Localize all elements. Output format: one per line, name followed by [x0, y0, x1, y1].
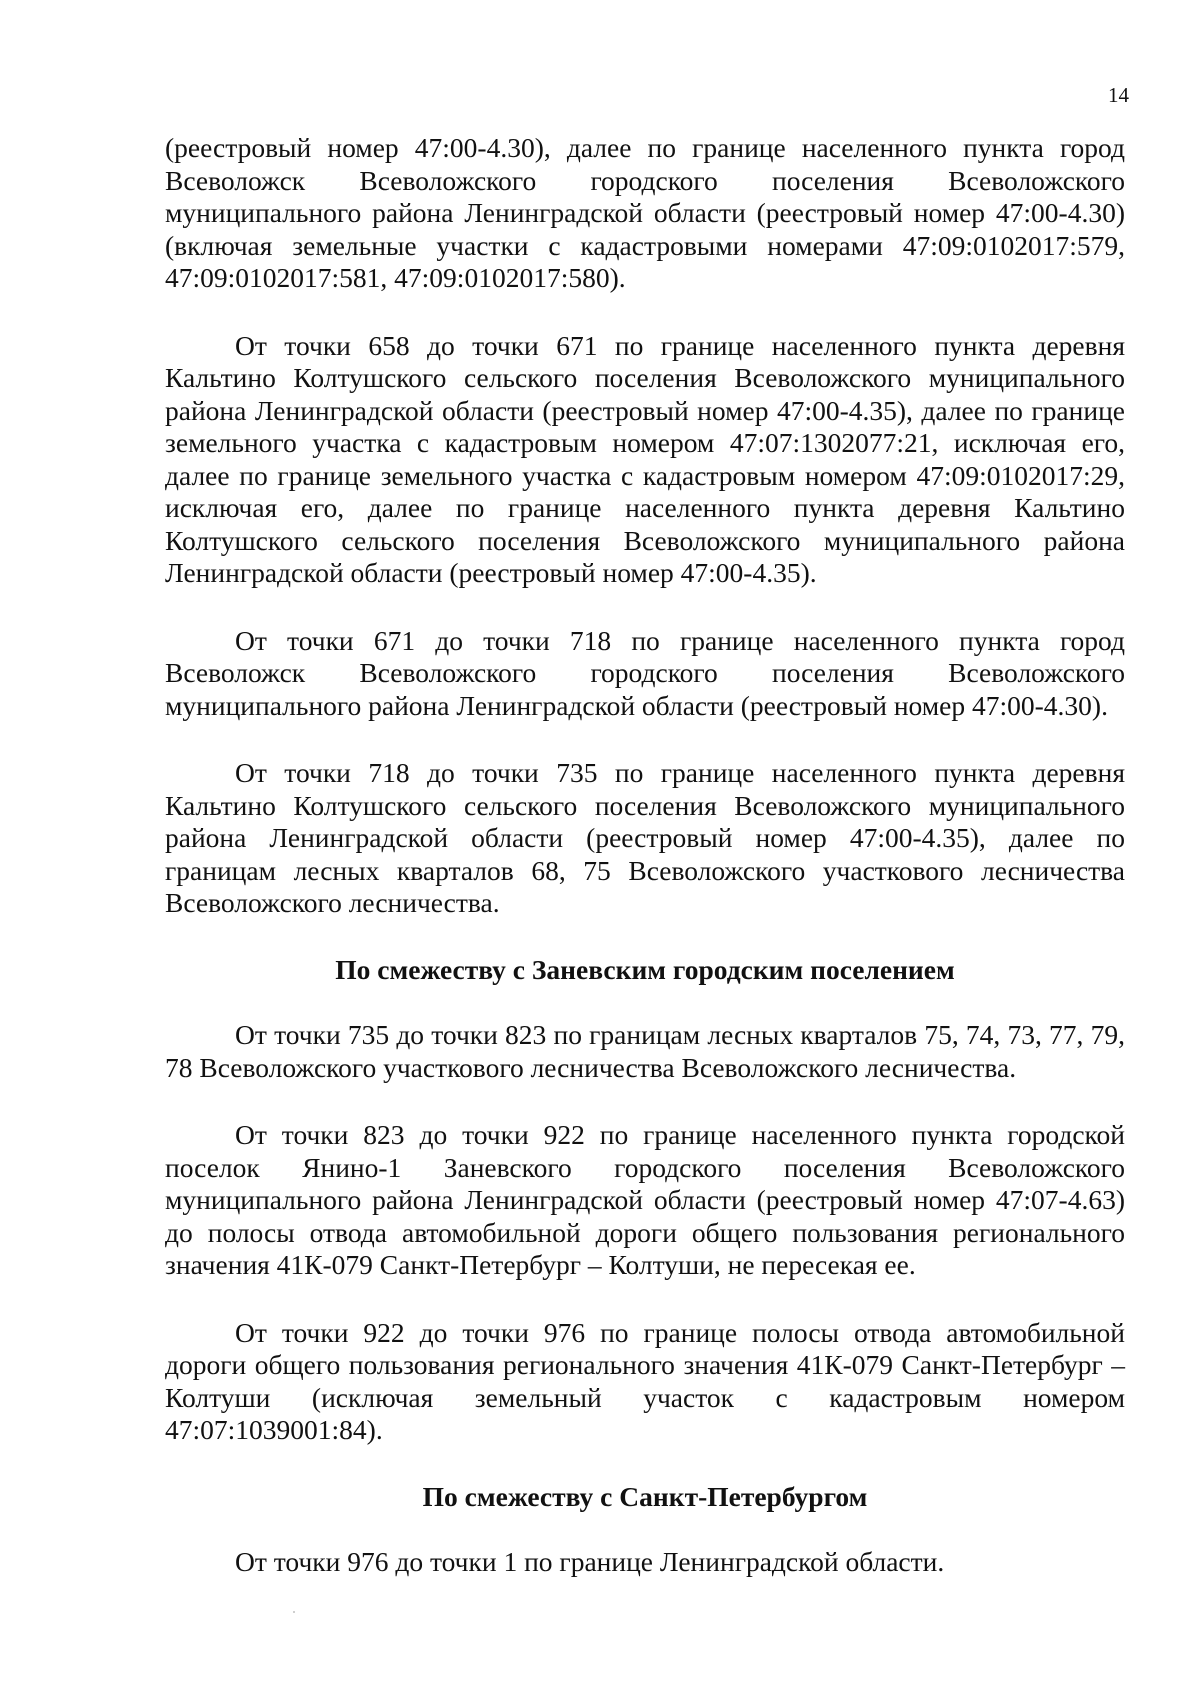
document-body [165, 132, 1125, 1579]
paragraph-point-735-823: От точки 735 до точки 823 по границам лесных кварталов 75, 74, 73, 77, 79, 78 Всеволожского участкового лесничества Всеволожского лесничества. [165, 1019, 1125, 1083]
section-heading-spb: По смежеству с Санкт-Петербургом [422, 1480, 868, 1512]
section-heading-zanevskoe: По смежеству с Заневским городским поселением [335, 953, 955, 985]
paragraph-continued: (реестровый номер 47:00-4.30), далее по границе населенного пункта город Всеволожск Всеволожского городского поселения Всеволожского муниципального района Ленинградской области (реестровый номер 47:00-4.30) (включая земельные участки с кадастровыми номерами 47:09:0102017:579, 47:09:0102017:581, 47:09:0102017:580). [165, 132, 1125, 293]
paragraph-point-823-922: От точки 823 до точки 922 по границе населенного пункта городской поселок Янино-1 Заневского городского поселения Всеволожского муниципального района Ленинградской области (реестровый номер 47:07-4.63) до полосы отвода автомобильной дороги общего пользования регионального значения 41К-079 Санкт-Петербург – Колтуши, не пересекая ее. [165, 1119, 1125, 1280]
paragraph-point-658-671: От точки 658 до точки 671 по границе населенного пункта деревня Кальтино Колтушского сельского поселения Всеволожского муниципального района Ленинградской области (реестровый номер 47:00-4.35), далее по границе земельного участка с кадастровым номером 47:07:1302077:21, исключая его, далее по границе земельного участка с кадастровым номером 47:09:0102017:29, исключая его, далее по границе населенного пункта деревня Кальтино Колтушского сельского поселения Всеволожского муниципального района Ленинградской области (реестровый номер 47:00-4.35). [165, 329, 1125, 588]
paragraph-point-671-718: От точки 671 до точки 718 по границе населенного пункта город Всеволожск Всеволожского городского поселения Всеволожского муниципального района Ленинградской области (реестровый номер 47:00-4.30). [165, 624, 1125, 721]
paragraph-point-976-1: От точки 976 до точки 1 по границе Ленинградской области. [235, 1546, 945, 1577]
paragraph-point-718-735: От точки 718 до точки 735 по границе населенного пункта деревня Кальтино Колтушского сельского поселения Всеволожского муниципального района Ленинградской области (реестровый номер 47:00-4.35), далее по границам лесных кварталов 68, 75 Всеволожского участкового лесничества Всеволожского лесничества. [165, 757, 1125, 918]
paragraph-point-922-976: От точки 922 до точки 976 по границе полосы отвода автомобильной дороги общего пользования регионального значения 41К-079 Санкт-Петербург – Колтуши (исключая земельный участок с кадастровым номером 47:07:1039001:84). [165, 1316, 1125, 1445]
page-number: 14 [1108, 83, 1129, 107]
scan-speck [293, 1611, 295, 1613]
